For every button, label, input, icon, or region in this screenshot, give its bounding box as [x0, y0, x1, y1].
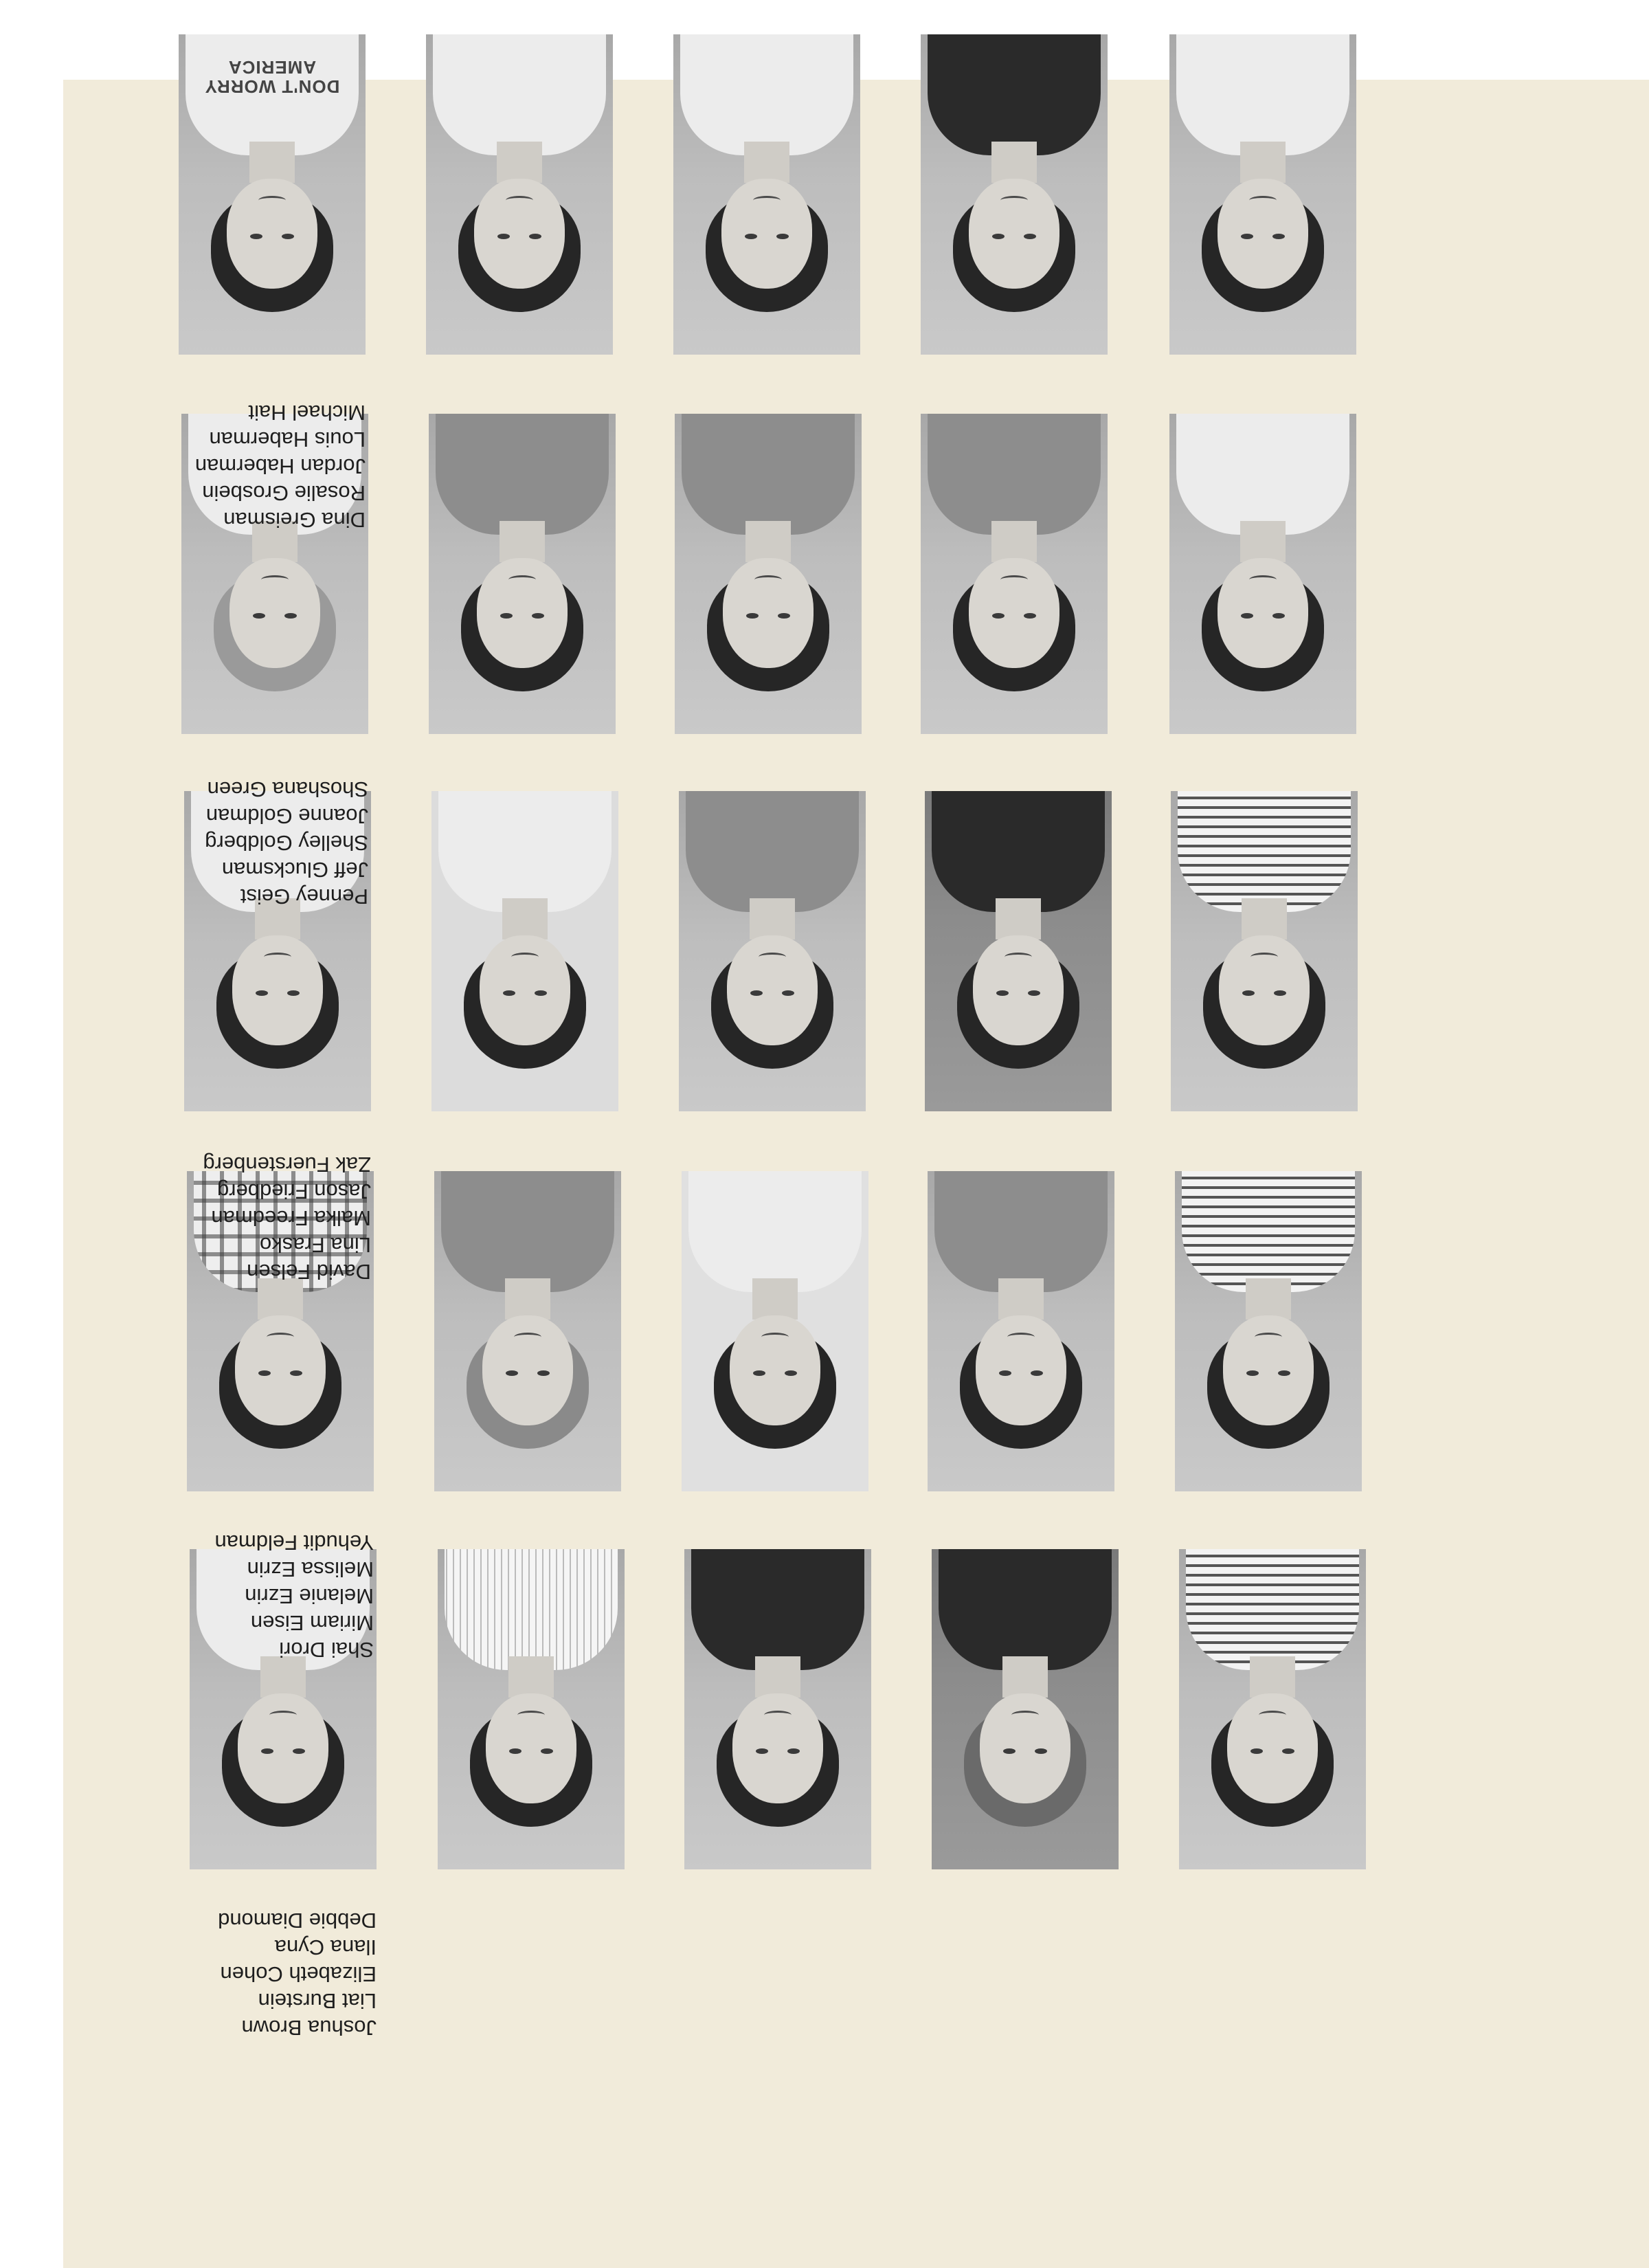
student-name: Lina Frasko [260, 1233, 371, 1257]
student-name: Joanne Goldman [205, 804, 368, 828]
student-photo [684, 1549, 871, 1869]
student-photo [679, 791, 866, 1111]
student-name: David Felsen [247, 1260, 371, 1284]
shirt-slogan-line: AMERICA [227, 57, 317, 78]
student-name: Penney Geist [240, 885, 368, 909]
student-photo [675, 414, 862, 734]
student-name: Jordan Haberman [194, 454, 366, 478]
student-photo [921, 34, 1108, 355]
student-photo [1175, 1171, 1362, 1491]
student-photo [673, 34, 860, 355]
student-name: Jason Friedberg [216, 1179, 371, 1203]
name-list-column-2 [71, 1529, 374, 1663]
student-photo [434, 1171, 621, 1491]
shirt-slogan [179, 58, 366, 96]
student-photo [426, 34, 613, 355]
student-name: Joshua Brown [241, 2016, 377, 2040]
name-list-column-3 [69, 1151, 371, 1285]
student-photo [1169, 414, 1356, 734]
student-name: Yehudit Feldman [214, 1531, 374, 1555]
student-name: Shai Drori [279, 1638, 374, 1662]
student-name: Elizabeth Cohen [220, 1962, 377, 1986]
student-photo [429, 414, 616, 734]
student-name: Melissa Ezrin [247, 1557, 374, 1581]
student-photo [438, 1549, 625, 1869]
student-name: Melanie Ezrin [245, 1584, 374, 1608]
student-photo [1171, 791, 1358, 1111]
student-photo [682, 1171, 868, 1491]
student-photo [932, 1549, 1119, 1869]
student-photo [928, 1171, 1114, 1491]
name-list-column-5 [63, 399, 366, 533]
name-list-column-1 [74, 1907, 377, 2041]
yearbook-page [63, 57, 1649, 2268]
student-name: Miriam Eisen [250, 1611, 374, 1635]
student-name: Michael Hait [248, 401, 366, 425]
student-photo [179, 34, 366, 355]
student-name: Shoshana Green [207, 777, 368, 801]
student-photo [1169, 34, 1356, 355]
student-name: Ilana Cyna [274, 1935, 377, 1959]
student-name: Zak Fuerstenberg [203, 1153, 371, 1177]
student-photo [431, 791, 618, 1111]
student-name: Dina Greisman [223, 508, 366, 532]
student-name: Debbie Diamond [218, 1909, 377, 1933]
student-photo [925, 791, 1112, 1111]
student-name: Rosalie Grosbein [202, 481, 366, 505]
student-name: Liat Burstein [258, 1989, 377, 2013]
student-name: Louis Haberman [209, 427, 366, 452]
name-list-column-4 [66, 776, 368, 910]
student-name: Shelley Goldberg [205, 831, 368, 855]
student-name: Jeff Glucksman [221, 858, 368, 882]
rotated-page-content [63, 57, 1649, 2268]
student-photo [921, 414, 1108, 734]
student-name: Malka Freedman [211, 1206, 371, 1230]
student-photo [1179, 1549, 1366, 1869]
shirt-slogan-line: DON'T WORRY [204, 76, 340, 97]
